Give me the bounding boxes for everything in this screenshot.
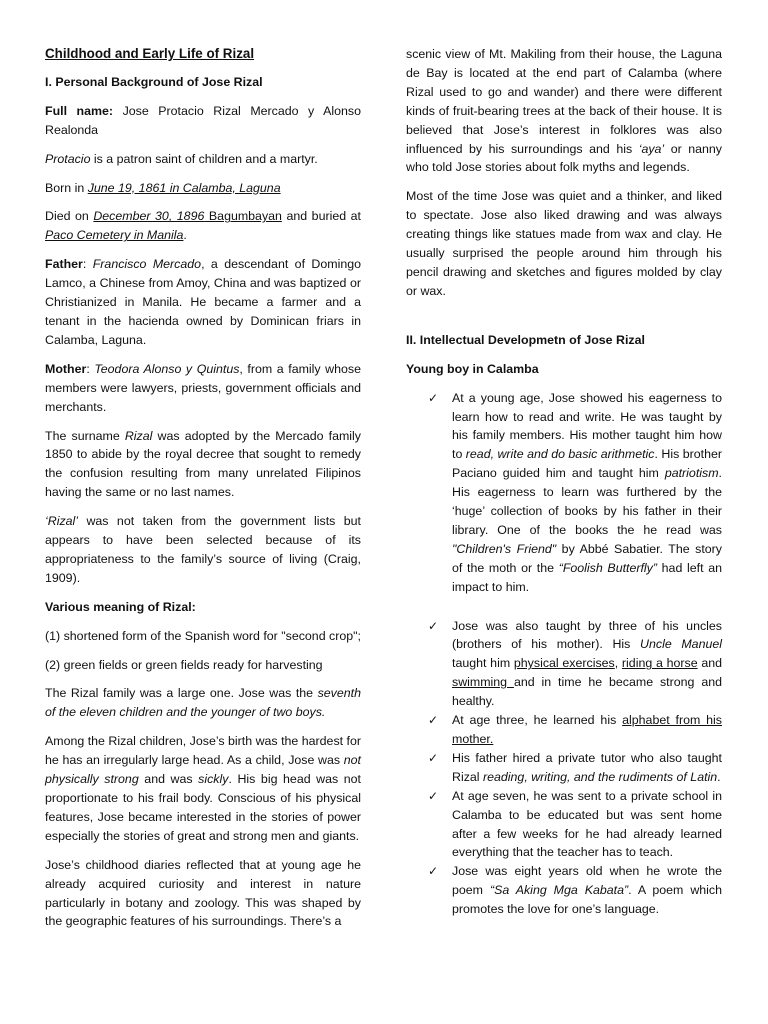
checkmark-icon: ✓ [428, 713, 439, 728]
list-item: ✓ His father hired a private tutor who also taught Rizal reading, writing, and the rudiments of Latin. [428, 750, 722, 784]
list-item: ✓ At age three, he learned his alphabet from his mother. [428, 713, 722, 746]
left-column [45, 45, 361, 941]
checkmark-icon: ✓ [428, 788, 439, 803]
meaning-1: (1) shortened form of the Spanish word for "second crop"; [45, 628, 361, 643]
birth-paragraph: Among the Rizal children, Jose’s birth was the hardest for he has an irregularly large head. As a child, Jose was not physically strong and was sickly. His big head was not proportionate to his frail body. Conscious of his physical features, Jose became interested in the stories of power especially the stories of great and strong men and giants. [45, 734, 361, 843]
diaries-paragraph: Jose’s childhood diaries reflected that at young age he already acquired curiosity and interest in nature particularly in botany and zoology. This was shaped by the geographic features of his surroundings. There’s a [45, 857, 361, 929]
checkmark-icon: ✓ [428, 390, 439, 405]
checkmark-icon: ✓ [428, 750, 439, 765]
protacio-paragraph: Protacio is a patron saint of children and a martyr. [45, 151, 318, 166]
list-item: ✓ At a young age, Jose showed his eagerness to learn how to read and write. He was taught by his family members. His mother taught him how to read, write and do basic arithmetic. His brother Paciano guided him and taught him patriotism. His eagerness to learn was furthered by the ‘huge’ collection of books by his father in their library. One of the books the he read was "Children's Friend" by Abbé Sabatier. The story of the moth or the “Foolish Butterfly” had left an impact to him. [428, 390, 722, 594]
checkmark-icon: ✓ [428, 618, 439, 633]
list-item: ✓ Jose was eight years old when he wrote the poem “Sa Aking Mga Kabata”. A poem which promotes the love for one’s language. [428, 864, 722, 917]
subheading-young-boy: Young boy in Calamba [406, 361, 539, 376]
document-title: Childhood and Early Life of Rizal [45, 46, 255, 61]
right-column [406, 45, 722, 919]
list-item: ✓ At age seven, he was sent to a private school in Calamba to be educated but was sent home after a few weeks for he had already learned everything that the teacher has to teach. [428, 788, 722, 860]
quiet-paragraph: Most of the time Jose was quiet and a thinker, and liked to spectate. Jose also liked drawing and was always creating things like statues made from wax and clay. He usually surprised the people around him through his pencil drawing and sketches and figures molded by clay or wax. [406, 189, 722, 298]
section-heading-personal-background: I. Personal Background of Jose Rizal [45, 74, 263, 89]
rizal-origin-paragraph: ‘Rizal’ was not taken from the government lists but appears to have been selected because of its appropriateness to the family’s source of living (Craig, 1909). [45, 514, 361, 585]
full-name-paragraph: Full name: Jose Protacio Rizal Mercado y Alonso Realonda [45, 103, 361, 137]
mother-paragraph: Mother: Teodora Alonso y Quintus, from a family whose members were lawyers, priests, government officials and merchants. [45, 361, 361, 414]
died-paragraph: Died on December 30, 1896 Bagumbayan and buried at Paco Cemetery in Manila. [45, 209, 361, 243]
born-paragraph: Born in June 19, 1861 in Calamba, Laguna [45, 180, 281, 195]
meaning-2: (2) green fields or green fields ready for harvesting [45, 657, 323, 672]
meanings-heading: Various meaning of Rizal: [45, 599, 196, 614]
surname-paragraph: The surname Rizal was adopted by the Mercado family 1850 to abide by the royal decree that sought to remedy the confusion resulting from many unrelated Filipinos having the same or no last names. [45, 428, 361, 500]
scenic-paragraph: scenic view of Mt. Makiling from their house, the Laguna de Bay is located at the end part of Calamba (where Rizal used to go and wander) and there were different kinds of fruit-bearing trees at the back of their house. It is believed that Jose’s interest in folklores was also influenced by his surroundings and his ‘aya’ or nanny who told Jose stories about folk myths and legends. [406, 47, 722, 175]
father-paragraph: Father: Francisco Mercado, a descendant of Domingo Lamco, a Chinese from Amoy, China and was baptized or Christianized in Manila. He became a farmer and a tenant in the hacienda owned by Dominican friars in Calamba, Laguna. [45, 257, 362, 347]
section-heading-intellectual-development: II. Intellectual Developmetn of Jose Rizal [406, 332, 645, 347]
list-item: ✓ Jose was also taught by three of his uncles (brothers of his mother). His Uncle Manuel taught him physical exercises, riding a horse and swimming and in time he became strong and healthy. [428, 618, 723, 709]
family-paragraph: The Rizal family was a large one. Jose was the seventh of the eleven children and the younger of two boys. [45, 686, 361, 720]
checklist [406, 389, 722, 919]
list-spacer [406, 597, 722, 617]
checkmark-icon: ✓ [428, 864, 439, 879]
